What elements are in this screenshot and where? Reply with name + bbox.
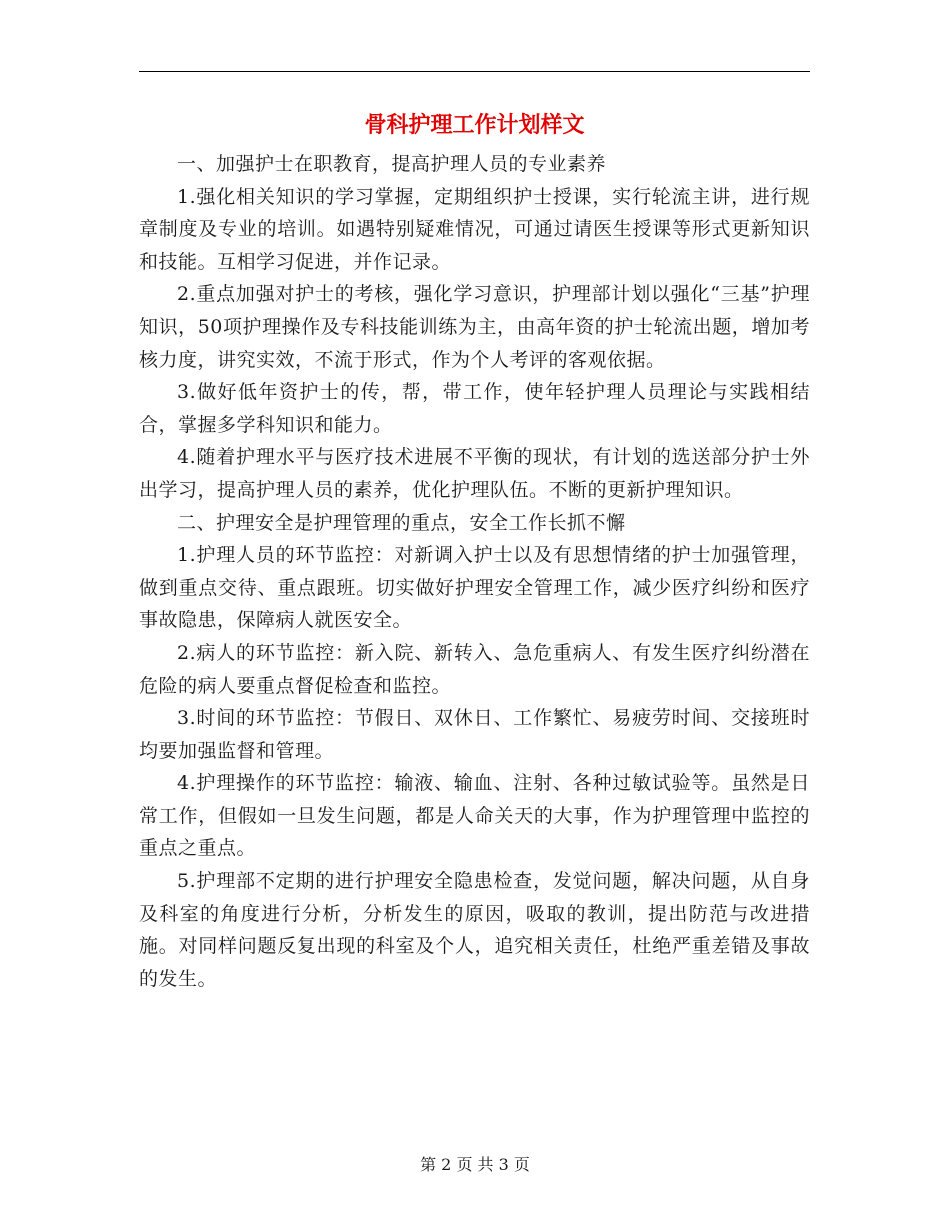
paragraph: 2.病人的环节监控：新入院、新转入、急危重病人、有发生医疗纠纷潜在危险的病人要重点督促检查和监控。 — [139, 641, 810, 697]
paragraph: 1.护理人员的环节监控：对新调入护士以及有思想情绪的护士加强管理，做到重点交待、重点跟班。切实做好护理安全管理工作，减少医疗纠纷和医疗事故隐患，保障病人就医安全。 — [139, 544, 810, 632]
paragraph: 1.强化相关知识的学习掌握，定期组织护士授课，实行轮流主讲，进行规章制度及专业的培训。如遇特别疑难情况，可通过请医生授课等形式更新知识和技能。互相学习促进，并作记录。 — [139, 185, 810, 273]
section-heading-2: 二、护理安全是护理管理的重点，安全工作长抓不懈 — [177, 511, 626, 534]
paragraph: 3.做好低年资护士的传，帮，带工作，使年轻护理人员理论与实践相结合，掌握多学科知识和能力。 — [139, 381, 810, 436]
paragraph: 5.护理部不定期的进行护理安全隐患检查，发觉问题，解决问题，从自身及科室的角度进行分析，分析发生的原因，吸取的教训，提出防范与改进措施。对同样问题反复出现的科室及个人，追究相关责任，杜绝严重差错及事故的发生。 — [139, 870, 810, 990]
section-heading-1: 一、加强护士在职教育，提高护理人员的专业素养 — [177, 153, 607, 175]
paragraph: 3.时间的环节监控：节假日、双休日、工作繁忙、易疲劳时间、交接班时均要加强监督和管理。 — [139, 707, 810, 762]
paragraph: 2.重点加强对护士的考核，强化学习意识，护理部计划以强化“三基”护理知识，50项护理操作及专科技能训练为主，由高年资的护士轮流出题，增加考核力度，讲究实效，不流于形式，作为个人考评的客观依据。 — [139, 283, 810, 371]
header-rule — [139, 71, 810, 72]
document-body — [139, 148, 810, 995]
page-number: 第 2 页 共 3 页 — [420, 1155, 530, 1174]
paragraph: 4.随着护理水平与医疗技术进展不平衡的现状，有计划的选送部分护士外出学习，提高护理人员的素养，优化护理队伍。不断的更新护理知识。 — [139, 446, 810, 501]
paragraph: 4.护理操作的环节监控：输液、输血、注射、各种过敏试验等。虽然是日常工作，但假如一旦发生问题，都是人命关天的大事，作为护理管理中监控的重点之重点。 — [139, 772, 810, 860]
document-title: 骨科护理工作计划样文 — [364, 113, 585, 138]
